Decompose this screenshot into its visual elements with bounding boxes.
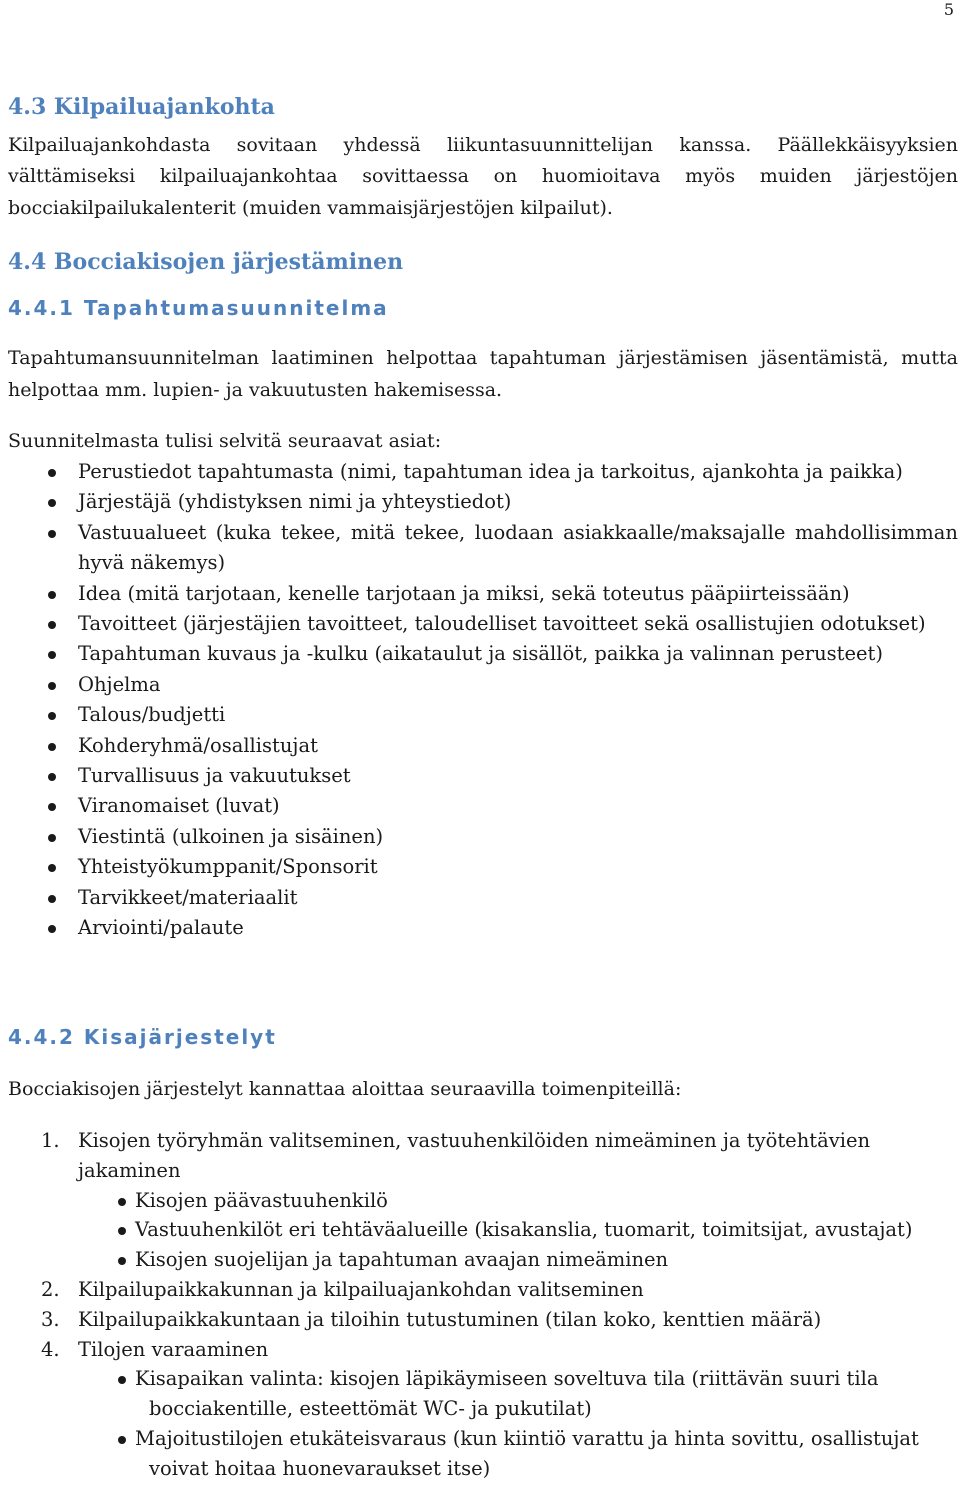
step-item xyxy=(8,1126,958,1275)
sub-list xyxy=(78,1186,958,1275)
sub-list-item: Kisojen päävastuuhenkilö xyxy=(78,1186,958,1216)
section-4-4-1-line-1: Tapahtumansuunnitelman laatiminen helpottaa tapahtuman järjestämisen jäsentämistä, mutta xyxy=(8,347,958,369)
page-number: 5 xyxy=(943,0,954,19)
step-number: 3. xyxy=(41,1307,60,1331)
list-item: Tarvikkeet/materiaalit xyxy=(8,883,958,913)
plan-contents-list xyxy=(8,457,958,944)
list-item: Talous/budjetti xyxy=(8,700,958,730)
sub-list-item: Kisojen suojelijan ja tapahtuman avaajan nimeäminen xyxy=(78,1245,958,1275)
section-4-4-2-intro: Bocciakisojen järjestelyt kannattaa aloittaa seuraavilla toimenpiteillä: xyxy=(8,1078,682,1100)
sub-list-item: Vastuuhenkilöt eri tehtäväalueille (kisakanslia, tuomarit, toimitsijat, avustajat) xyxy=(78,1215,958,1245)
step-item xyxy=(8,1335,958,1484)
list-item: Turvallisuus ja vakuutukset xyxy=(8,761,958,791)
sub-list-item: Kisapaikan valinta: kisojen läpikäymiseen soveltuva tila (riittävän suuri tila bocciakentille, esteettömät WC- ja pukutilat) xyxy=(78,1364,958,1424)
step-item xyxy=(8,1305,958,1335)
list-item: Perustiedot tapahtumasta (nimi, tapahtuman idea ja tarkoitus, ajankohta ja paikka) xyxy=(8,457,958,487)
list-item: Tapahtuman kuvaus ja -kulku (aikataulut ja sisällöt, paikka ja valinnan perusteet) xyxy=(8,639,958,669)
sub-list-item: Majoitustilojen etukäteisvaraus (kun kiintiö varattu ja hinta sovittu, osallistujat voivat hoitaa huonevaraukset itse) xyxy=(78,1424,958,1484)
step-text: Tilojen varaaminen xyxy=(78,1337,269,1361)
step-text: Kisojen työryhmän valitseminen, vastuuhenkilöiden nimeäminen ja työtehtävien jakaminen xyxy=(78,1129,871,1182)
section-heading-4-4-2: 4.4.2 Kisajärjestelyt xyxy=(8,1025,277,1049)
section-heading-4-4: 4.4 Bocciakisojen järjestäminen xyxy=(8,249,404,275)
section-4-3-line-1: Kilpailuajankohdasta sovitaan yhdessä liikuntasuunnittelijan kanssa. Päällekkäisyyksien xyxy=(8,134,958,156)
section-heading-4-4-1: 4.4.1 Tapahtumasuunnitelma xyxy=(8,296,389,320)
list-item: Idea (mitä tarjotaan, kenelle tarjotaan ja miksi, sekä toteutus pääpiirteissään) xyxy=(8,579,958,609)
list-item: Järjestäjä (yhdistyksen nimi ja yhteystiedot) xyxy=(8,487,958,517)
step-text: Kilpailupaikkakuntaan ja tiloihin tutustuminen (tilan koko, kenttien määrä) xyxy=(78,1307,822,1331)
list-item: Viestintä (ulkoinen ja sisäinen) xyxy=(8,822,958,852)
step-item xyxy=(8,1275,958,1305)
list-item: Ohjelma xyxy=(8,670,958,700)
list-item: Yhteistyökumppanit/Sponsorit xyxy=(8,852,958,882)
list-item: Arviointi/palaute xyxy=(8,913,958,943)
section-4-3-line-2: välttämiseksi kilpailuajankohtaa sovittaessa on huomioitava myös muiden järjestöjen xyxy=(8,165,958,187)
list-item: Vastuualueet (kuka tekee, mitä tekee, luodaan asiakkaalle/maksajalle mahdollisimman hyvä näkemys) xyxy=(8,518,958,579)
sub-list xyxy=(78,1364,958,1483)
list-item: Viranomaiset (luvat) xyxy=(8,791,958,821)
step-number: 4. xyxy=(41,1337,60,1361)
list-intro: Suunnitelmasta tulisi selvitä seuraavat asiat: xyxy=(8,430,442,452)
steps-list xyxy=(8,1126,958,1484)
section-heading-4-3: 4.3 Kilpailuajankohta xyxy=(8,94,275,120)
step-text: Kilpailupaikkakunnan ja kilpailuajankohdan valitseminen xyxy=(78,1277,644,1301)
list-item: Tavoitteet (järjestäjien tavoitteet, taloudelliset tavoitteet sekä osallistujien odotukset) xyxy=(8,609,958,639)
step-number: 2. xyxy=(41,1277,60,1301)
section-4-4-1-line-2: helpottaa mm. lupien- ja vakuutusten hakemisessa. xyxy=(8,379,503,401)
section-4-3-line-3: bocciakilpailukalenterit (muiden vammaisjärjestöjen kilpailut). xyxy=(8,197,613,219)
list-item: Kohderyhmä/osallistujat xyxy=(8,731,958,761)
step-number: 1. xyxy=(41,1129,60,1152)
